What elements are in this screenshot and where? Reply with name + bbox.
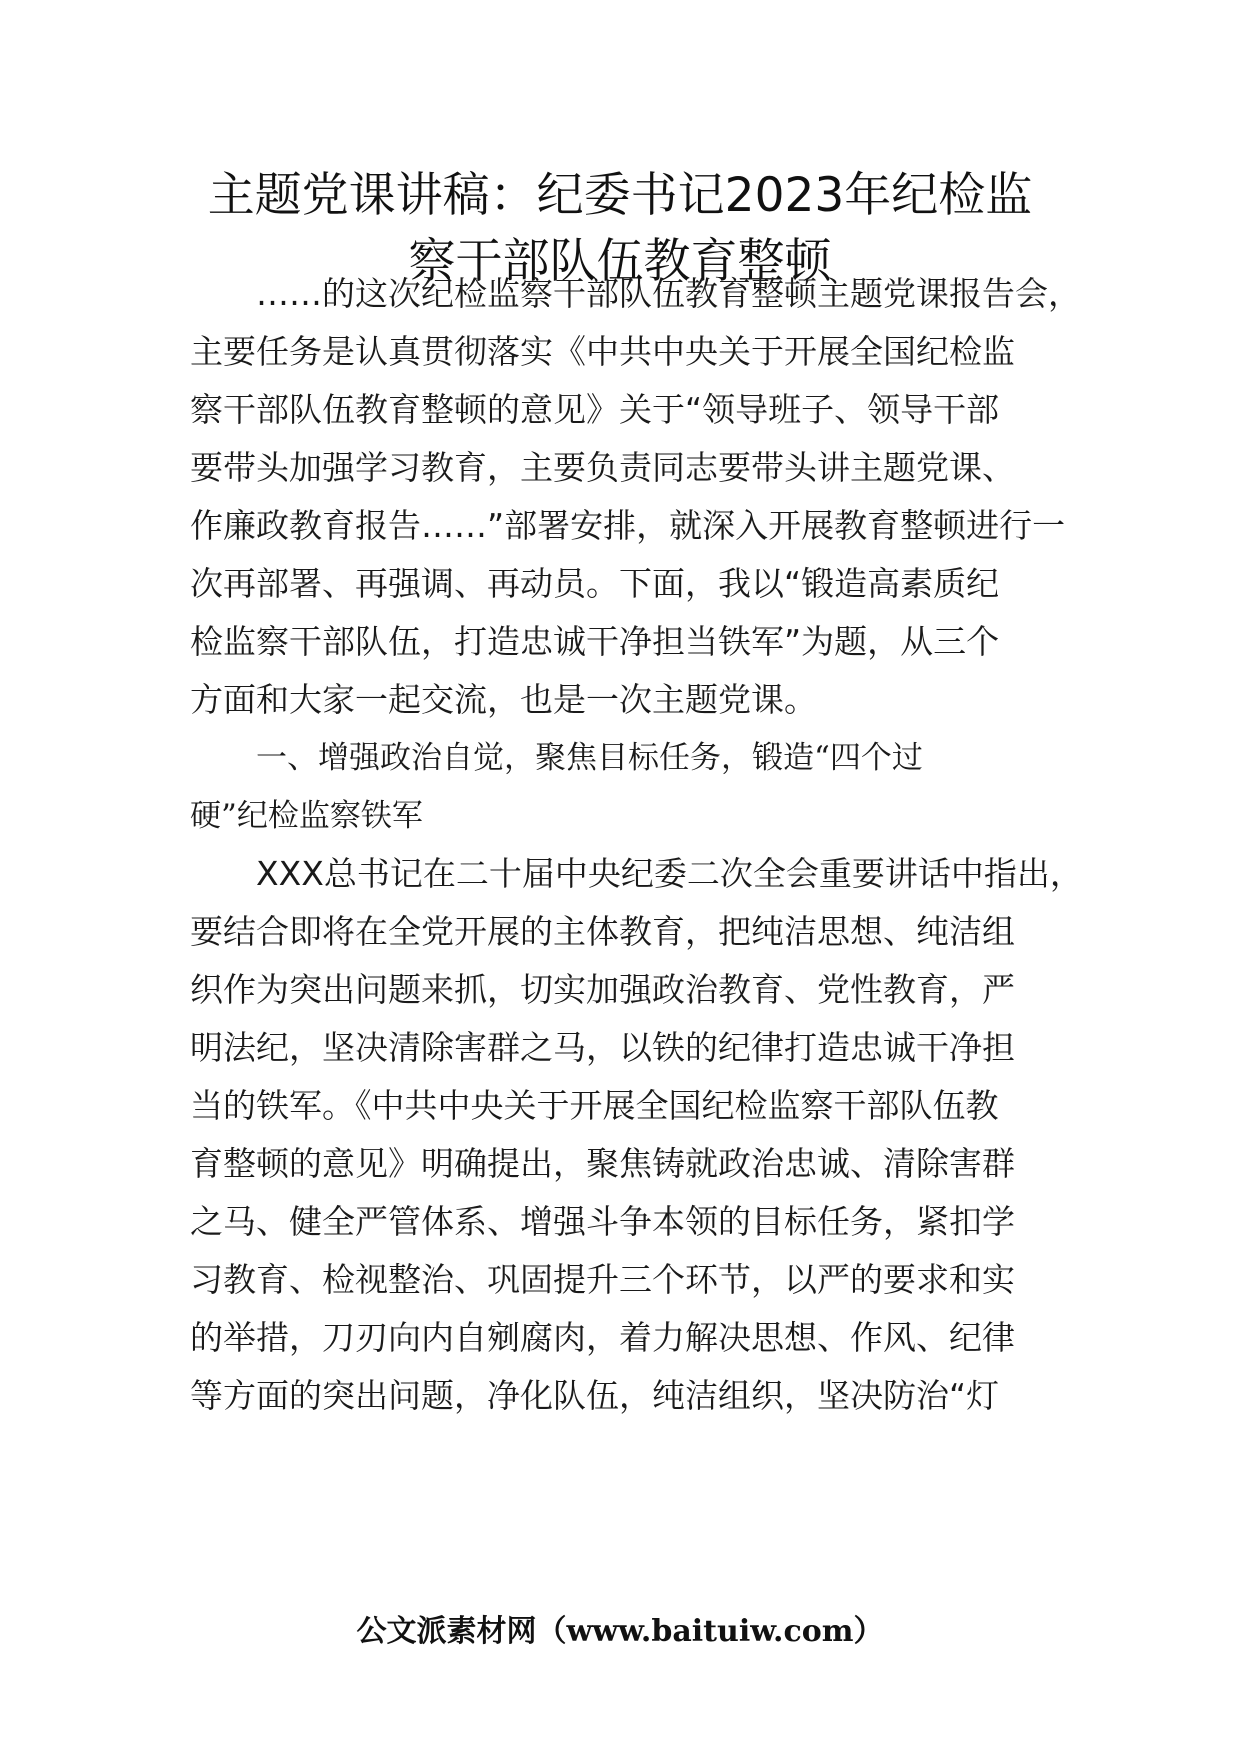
paragraph1-line: 要带头加强学习教育，主要负责同志要带头讲主题党课、 bbox=[190, 448, 1015, 487]
paragraph2-line: 育整顿的意见》明确提出，聚焦铸就政治忠诚、清除害群 bbox=[190, 1144, 1015, 1183]
paragraph2-line: 之马、健全严管体系、增强斗争本领的目标任务，紧扣学 bbox=[190, 1202, 1015, 1241]
paragraph1-line: 作廉政教育报告……”部署安排，就深入开展教育整顿进行一 bbox=[190, 506, 1066, 545]
document-title-line-2: 察干部队伍教育整顿 bbox=[408, 234, 832, 289]
section-heading-line: 硬”纪检监察铁军 bbox=[190, 798, 423, 834]
paragraph1-line: ……的这次纪检监察干部队伍教育整顿主题党课报告会， bbox=[256, 274, 1081, 313]
paragraph2-line: 等方面的突出问题，净化队伍，纯洁组织，坚决防治“灯 bbox=[190, 1376, 1000, 1415]
section-heading-line: 一、增强政治自觉，聚焦目标任务，锻造“四个过 bbox=[256, 740, 923, 776]
paragraph1-line: 检监察干部队伍，打造忠诚干净担当铁军”为题，从三个 bbox=[190, 622, 1000, 661]
footer-source-text: 公文派素材网（www.baituiw.com） bbox=[356, 1614, 884, 1649]
paragraph1-line: 方面和大家一起交流，也是一次主题党课。 bbox=[190, 680, 817, 719]
paragraph2-line: XXX总书记在二十届中央纪委二次全会重要讲话中指出， bbox=[256, 854, 1083, 893]
paragraph2-line: 要结合即将在全党开展的主体教育，把纯洁思想、纯洁组 bbox=[190, 912, 1015, 951]
paragraph2-line: 习教育、检视整治、巩固提升三个环节，以严的要求和实 bbox=[190, 1260, 1015, 1299]
paragraph2-line: 织作为突出问题来抓，切实加强政治教育、党性教育，严 bbox=[190, 970, 1015, 1009]
paragraph2-line: 当的铁军。《中共中央关于开展全国纪检监察干部队伍教 bbox=[190, 1086, 999, 1125]
paragraph1-line: 察干部队伍教育整顿的意见》关于“领导班子、领导干部 bbox=[190, 390, 1000, 429]
paragraph1-line: 主要任务是认真贯彻落实《中共中央关于开展全国纪检监 bbox=[190, 332, 1015, 371]
paragraph2-line: 明法纪，坚决清除害群之马，以铁的纪律打造忠诚干净担 bbox=[190, 1028, 1015, 1067]
document-title-line-1: 主题党课讲稿：纪委书记2023年纪检监 bbox=[207, 168, 1033, 223]
paragraph2-line: 的举措，刀刃向内自剜腐肉，着力解决思想、作风、纪律 bbox=[190, 1318, 1015, 1357]
paragraph1-line: 次再部署、再强调、再动员。下面，我以“锻造高素质纪 bbox=[190, 564, 1000, 603]
